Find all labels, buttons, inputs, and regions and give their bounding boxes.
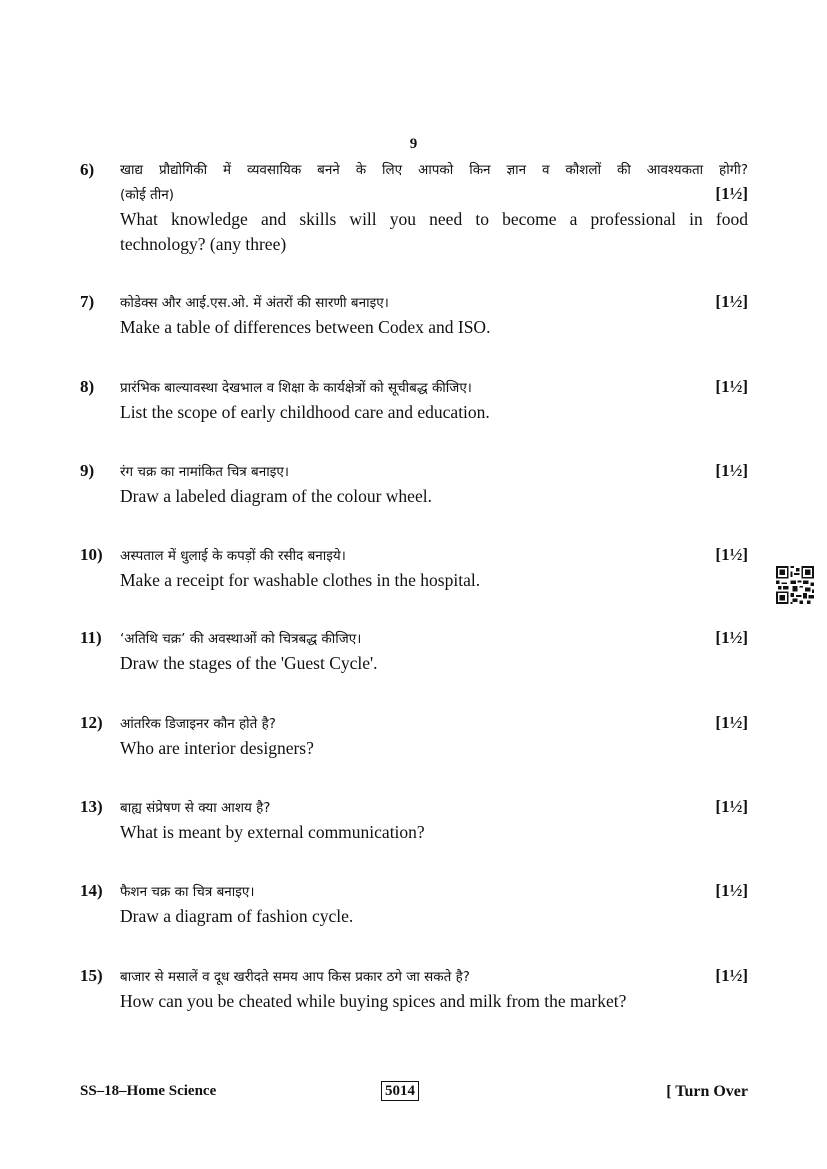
- question-13: [80, 795, 748, 845]
- question-hindi-text: रंग चक्र का नामांकित चित्र बनाइए।: [120, 464, 289, 480]
- qr-code-icon: [776, 566, 814, 604]
- question-10: [80, 543, 748, 593]
- question-number: 6): [80, 160, 95, 179]
- question-english-text: Draw the stages of the 'Guest Cycle'.: [120, 653, 378, 673]
- question-english-text: Who are interior designers?: [120, 738, 314, 758]
- question-number: 9): [80, 461, 95, 480]
- question-english-text: Make a receipt for washable clothes in the hospital.: [120, 570, 481, 590]
- question-marks: [1½]: [715, 461, 748, 480]
- question-9: [80, 459, 748, 509]
- page-number: 9: [409, 136, 418, 152]
- question-marks: [1½]: [715, 377, 748, 396]
- question-english-text-continued: technology? (any three): [120, 234, 287, 254]
- question-english-text: Make a table of differences between Codex and ISO.: [120, 317, 491, 337]
- question-english-text: Draw a diagram of fashion cycle.: [120, 906, 354, 926]
- question-number: 11): [80, 628, 102, 647]
- question-english-text: List the scope of early childhood care and education.: [120, 402, 490, 422]
- footer-turn-over: [ Turn Over: [666, 1083, 748, 1100]
- question-number: 7): [80, 292, 95, 311]
- footer-subject-code: SS–18–Home Science: [80, 1083, 217, 1099]
- footer-paper-code: 5014: [381, 1081, 419, 1101]
- question-number: 12): [80, 713, 103, 732]
- question-marks: [1½]: [715, 966, 748, 985]
- question-12: [80, 711, 748, 761]
- question-marks: [1½]: [715, 881, 748, 900]
- question-number: 10): [80, 545, 103, 564]
- question-english-text: How can you be cheated while buying spices and milk from the market?: [120, 991, 627, 1011]
- question-english-text: What is meant by external communication?: [120, 822, 425, 842]
- question-marks: [1½]: [715, 545, 748, 564]
- question-15: [80, 964, 748, 1014]
- question-english-text: Draw a labeled diagram of the colour wheel.: [120, 486, 432, 506]
- question-hindi-text: खाद्य प्रौद्योगिकी में व्यवसायिक बनने के लिए आपको किन ज्ञान व कौशलों की आवश्यकता होगी?: [120, 162, 748, 178]
- question-hindi-text: आंतरिक डिजाइनर कौन होते है?: [120, 716, 276, 732]
- question-hindi-text: अस्पताल में धुलाई के कपड़ों की रसीद बनाइये।: [120, 548, 346, 564]
- question-hindi-text: बाह्य संप्रेषण से क्या आशय है?: [120, 800, 271, 816]
- question-marks: [1½]: [715, 797, 748, 816]
- question-number: 8): [80, 377, 95, 396]
- question-marks: [1½]: [715, 184, 748, 203]
- question-hindi-text: प्रारंभिक बाल्यावस्था देखभाल व शिक्षा के कार्यक्षेत्रों को सूचीबद्ध कीजिए।: [120, 380, 472, 396]
- question-8: [80, 375, 748, 425]
- question-hindi-text: कोडेक्स और आई.एस.ओ. में अंतरों की सारणी बनाइए।: [120, 295, 389, 311]
- page-footer: [80, 1081, 748, 1103]
- question-number: 13): [80, 797, 103, 816]
- question-hindi-text: ‘अतिथि चक्र’ की अवस्थाओं को चित्रबद्ध कीजिए।: [120, 631, 362, 647]
- question-english-text: What knowledge and skills will you need to become a professional in food: [120, 209, 748, 229]
- question-6: [80, 158, 748, 257]
- question-hindi-text: फैशन चक्र का चित्र बनाइए।: [120, 884, 255, 900]
- question-number: 15): [80, 966, 103, 985]
- question-marks: [1½]: [715, 628, 748, 647]
- question-14: [80, 879, 748, 929]
- question-number: 14): [80, 881, 103, 900]
- question-marks: [1½]: [715, 292, 748, 311]
- question-marks: [1½]: [715, 713, 748, 732]
- question-7: [80, 290, 748, 340]
- question-hindi-text-continued: (कोई तीन): [120, 187, 175, 203]
- question-hindi-text: बाजार से मसालें व दूध खरीदते समय आप किस प्रकार ठगे जा सकते है?: [120, 969, 470, 985]
- question-11: [80, 626, 748, 676]
